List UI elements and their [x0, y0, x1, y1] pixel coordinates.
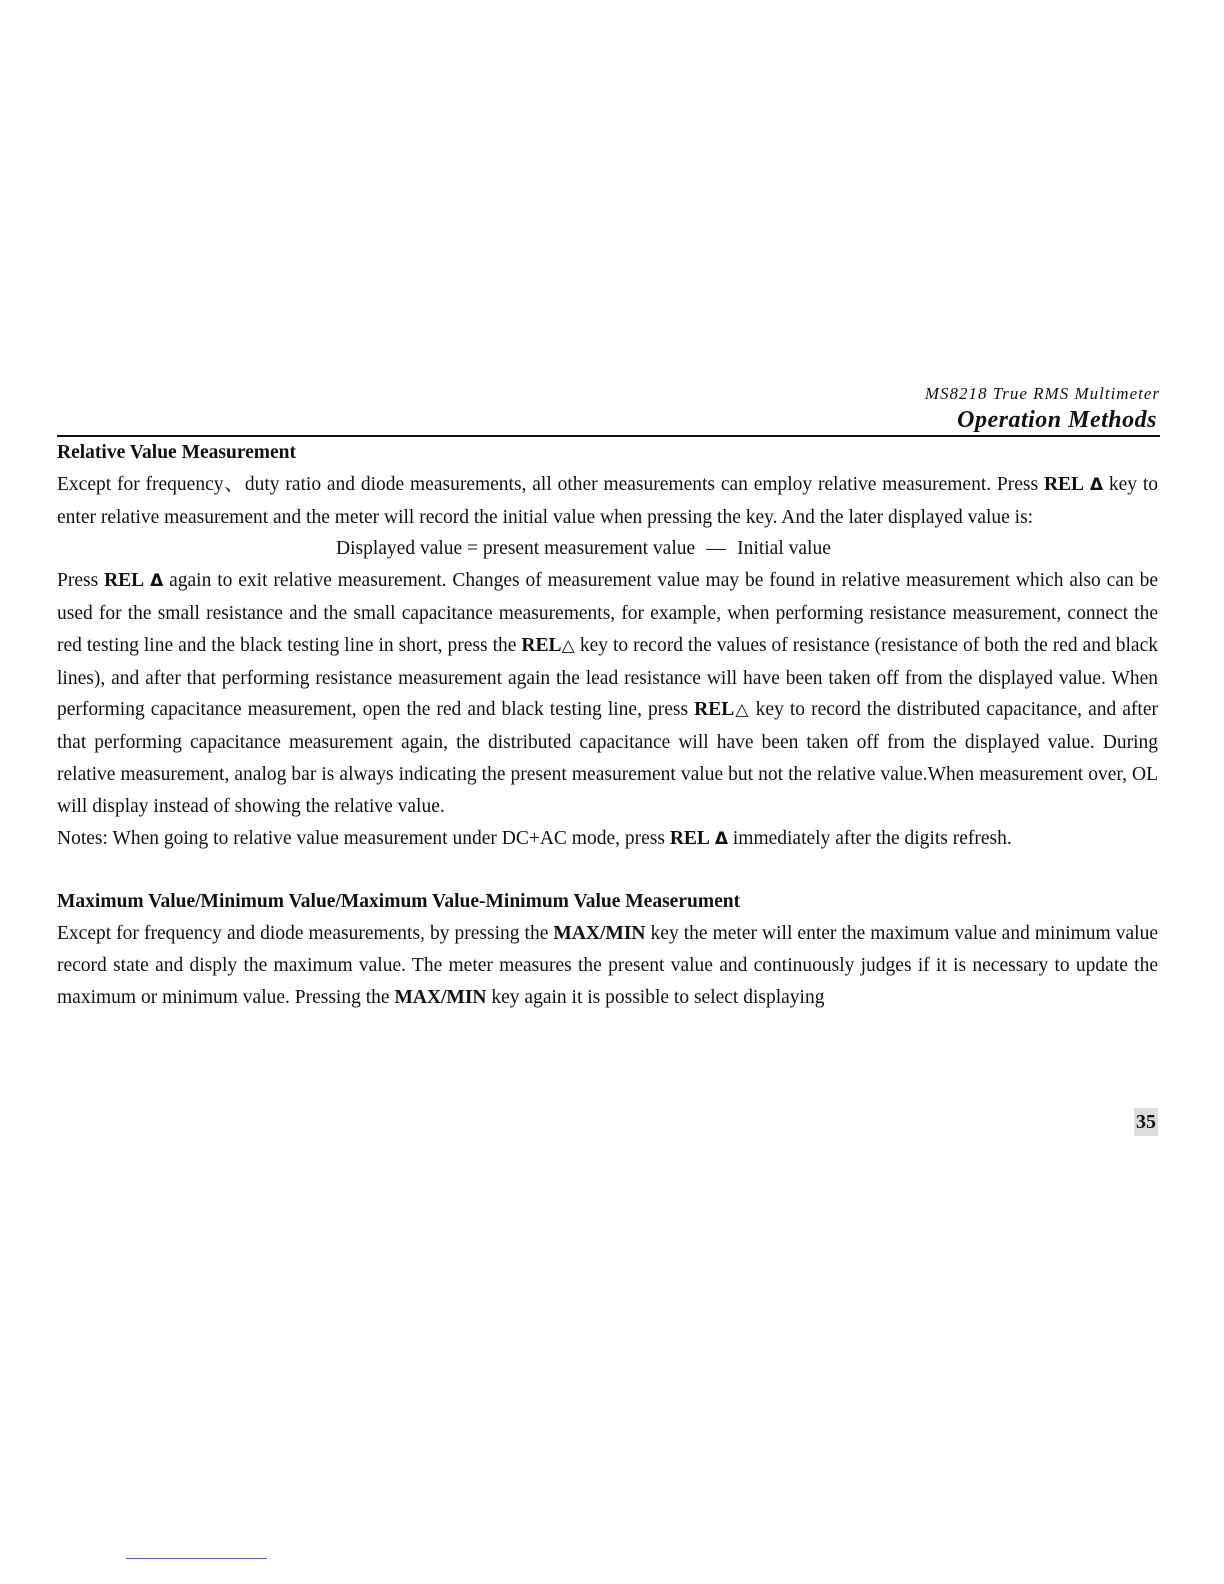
delta-icon: △: [561, 635, 575, 656]
page-header: [57, 383, 1160, 437]
max-min-paragraph: [57, 918, 1158, 1013]
rel-key-label: REL: [104, 570, 145, 592]
text-run: key the meter will enter the maximum value and minimum value record state and disply the maximum value. The meter measures the present value and continuously judges if it is necessary to update the maximum or minimum value. Pressing the: [57, 923, 1158, 1008]
delta-icon: Δ: [150, 571, 164, 592]
section-title-max-min: Maximum Value/Minimum Value/Maximum Value-Minimum Value Measerument: [57, 891, 741, 913]
text-run: Except for frequency and diode measurements, by pressing the: [57, 923, 554, 945]
relative-value-detail-paragraph: [57, 565, 1158, 822]
page-number: 35: [1134, 1108, 1158, 1136]
text-run: Notes: When going to relative value measurement under DC+AC mode, press: [57, 827, 670, 849]
text-run: Press: [57, 570, 105, 592]
delta-icon: △: [734, 700, 750, 721]
max-min-key-label: MAX/MIN: [553, 923, 646, 945]
notes-line: [57, 823, 1158, 856]
max-min-key-label: MAX/MIN: [394, 986, 487, 1008]
text-run: key to record the distributed capacitance, and after that performing capacitance measurement again, the distributed capacitance will have been taken off from the displayed value. During relative measurement, analog bar is always indicating the present measurement value but not the relative value.When measurement over, OL will display instead of showing the relative value.: [57, 699, 1158, 817]
section-spacer: [57, 855, 1158, 886]
formula-minus: —: [706, 538, 726, 560]
formula-left: Displayed value = present measurement value: [336, 538, 696, 560]
delta-icon: Δ: [714, 828, 728, 849]
rel-key-label: REL: [521, 634, 562, 656]
formula-right: Initial value: [737, 538, 831, 560]
text-run: again to exit relative measurement. Changes of measurement value may be found in relative measurement which also can be used for the small resistance and the small capacitance measurements, for example, when performing resistance measurement, connect the red testing line and the black testing line in short, press the: [57, 570, 1159, 656]
relative-value-intro-paragraph: [57, 469, 1158, 534]
footnote-rule: [126, 1558, 267, 1559]
section-title-relative-value: Relative Value Measurement: [57, 442, 297, 463]
text-run: key to enter relative measurement and the meter will record the initial value when pressing the key. And the later displayed value is:: [57, 473, 1159, 528]
text-run: Except for frequency、duty ratio and diode measurements, all other measurements can employ relative measurement. Press: [57, 473, 1044, 495]
rel-key-label: REL: [669, 827, 710, 849]
page-content: [57, 437, 1158, 1014]
rel-key-label: REL: [1043, 473, 1085, 495]
text-run: key again it is possible to select displaying: [486, 986, 825, 1008]
text-run: immediately after the digits refresh.: [727, 827, 1012, 849]
delta-icon: Δ: [1089, 474, 1104, 495]
text-run: key to record the values of resistance (resistance of both the red and black lines), and after that performing resistance measurement again the lead resistance will have been taken off from the displayed value. When performing capacitance measurement, open the red and black testing line, press: [57, 634, 1158, 721]
rel-key-label: REL: [694, 699, 735, 721]
header-title: Operation Methods: [957, 407, 1157, 433]
header-subtitle: MS8218 True RMS Multimeter: [924, 384, 1160, 403]
formula-line: [57, 533, 1158, 565]
